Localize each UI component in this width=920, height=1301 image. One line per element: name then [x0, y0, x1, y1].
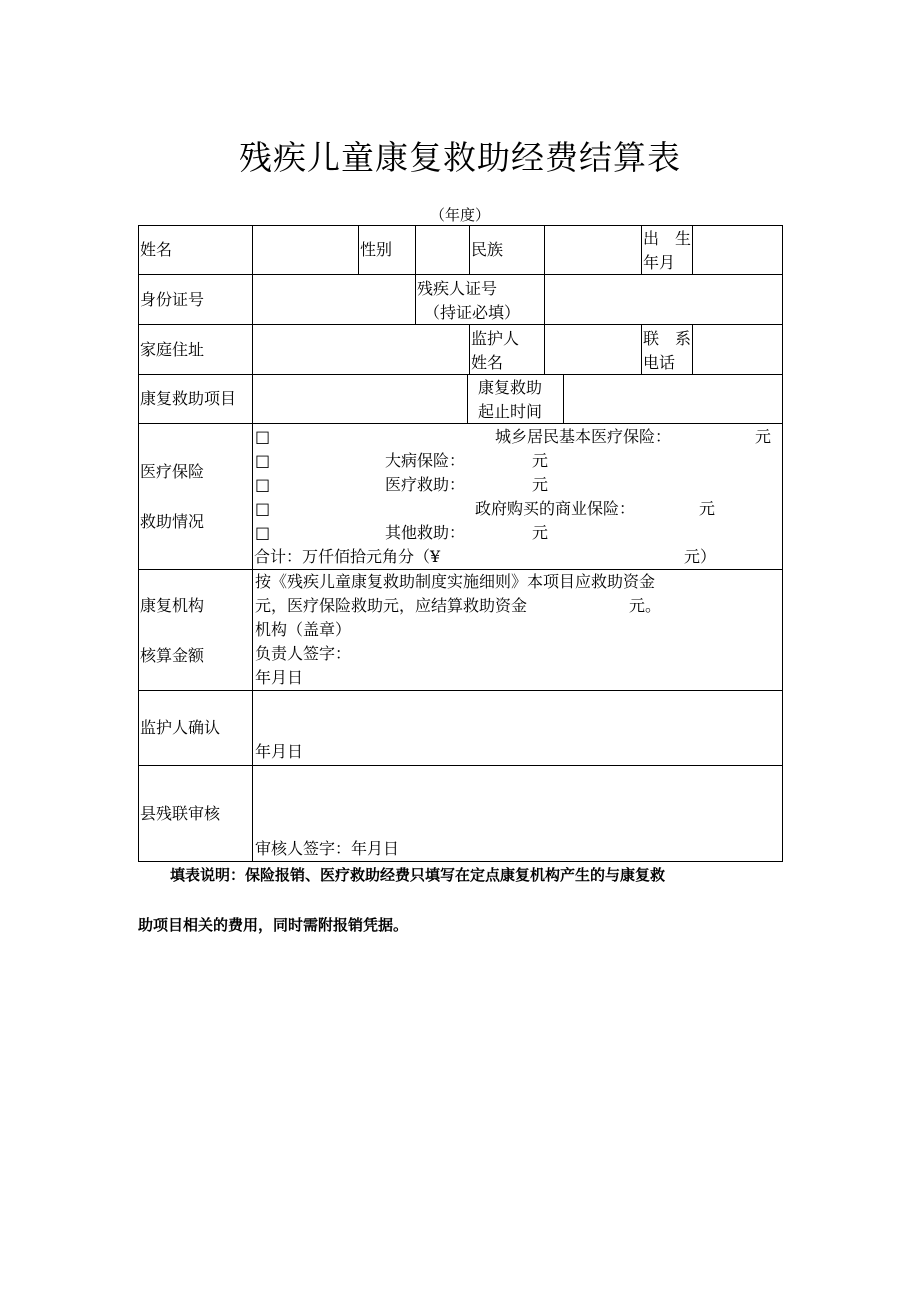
- other-aid-unit: 元: [532, 523, 549, 542]
- basic-insurance-label: 城乡居民基本医疗保险：: [495, 427, 672, 446]
- county-review-label-cell: [138, 765, 253, 862]
- institution-line-2a: 元，医疗保险救助元，应结算救助资金: [255, 596, 528, 615]
- medical-aid-unit: 元: [532, 475, 549, 494]
- guardian-confirm-label-cell: [138, 690, 253, 766]
- commercial-insurance-label: 政府购买的商业保险：: [475, 499, 636, 518]
- major-illness-unit: 元: [532, 451, 549, 470]
- birth-label-line1: 出 生: [643, 229, 692, 248]
- period-field[interactable]: [563, 374, 783, 424]
- period-label-line1: 康复救助: [478, 378, 543, 397]
- guardian-name-field[interactable]: [544, 324, 642, 375]
- checkbox-major[interactable]: □: [255, 451, 271, 470]
- ethnicity-label-cell: [469, 225, 545, 275]
- guardian-name-label-line1: 监护人: [471, 329, 520, 348]
- total-prefix: 合计：万仟佰拾元角分（¥: [254, 547, 441, 566]
- form-note-line2: 助项目相关的费用，同时需附报销凭据。: [138, 916, 409, 934]
- project-label-cell: [138, 374, 253, 424]
- major-illness-label: 大病保险：: [385, 451, 466, 470]
- project-field[interactable]: [252, 374, 468, 424]
- insurance-label-line2: 救助情况: [140, 512, 205, 531]
- phone-label-cell: [641, 324, 693, 375]
- name-field[interactable]: [252, 225, 359, 275]
- institution-line-1: 按《残疾儿童康复救助制度实施细则》本项目应救助资金: [255, 572, 656, 591]
- institution-signature: 负责人签字：: [255, 644, 352, 663]
- institution-seal: 机构（盖章）: [255, 620, 352, 639]
- guardian-name-label-line2: 姓名: [471, 353, 504, 372]
- institution-label-cell: [138, 569, 253, 691]
- birth-label-line2: 年月: [643, 253, 676, 272]
- address-label-cell: [138, 324, 253, 375]
- phone-field[interactable]: [692, 324, 783, 375]
- address-label: 家庭住址: [140, 340, 205, 359]
- institution-label-line2: 核算金额: [140, 646, 205, 665]
- disability-cert-label-line2: （持证必填）: [424, 303, 521, 322]
- ethnicity-label: 民族: [471, 240, 504, 259]
- disability-cert-label-line1: 残疾人证号: [417, 279, 498, 298]
- period-label-cell: [467, 374, 564, 424]
- guardian-confirm-field[interactable]: [252, 690, 783, 766]
- name-label: 姓名: [140, 240, 173, 259]
- id-label: 身份证号: [140, 290, 205, 309]
- guardian-name-label-cell: [469, 324, 545, 375]
- project-label: 康复救助项目: [140, 389, 237, 408]
- total-suffix: 元）: [684, 547, 717, 566]
- phone-label-line2: 电话: [643, 353, 676, 372]
- county-review-label: 县残联审核: [140, 804, 221, 823]
- commercial-insurance-unit: 元: [699, 499, 716, 518]
- county-review-field[interactable]: [252, 765, 783, 862]
- county-review-signature: 审核人签字：年月日: [255, 839, 400, 858]
- checkbox-other[interactable]: □: [255, 523, 271, 542]
- institution-label-line1: 康复机构: [140, 596, 205, 615]
- checkbox-aid[interactable]: □: [255, 475, 271, 494]
- page-title: 残疾儿童康复救助经费结算表: [239, 138, 681, 177]
- settlement-form: [138, 225, 783, 862]
- year-label: （年度）: [429, 206, 490, 224]
- insurance-label-line1: 医疗保险: [140, 462, 205, 481]
- gender-label: 性别: [360, 240, 393, 259]
- period-label-line2: 起止时间: [478, 402, 543, 421]
- birth-label-cell: [641, 225, 693, 275]
- guardian-confirm-label: 监护人确认: [140, 718, 221, 737]
- medical-aid-label: 医疗救助：: [385, 475, 466, 494]
- phone-label-line1: 联 系: [643, 329, 692, 348]
- gender-label-cell: [358, 225, 416, 275]
- checkbox-basic[interactable]: □: [255, 427, 271, 446]
- disability-cert-label-cell: [415, 274, 545, 325]
- id-field[interactable]: [252, 274, 416, 325]
- disability-cert-field[interactable]: [544, 274, 783, 325]
- form-note-line1: 填表说明：保险报销、医疗救助经费只填写在定点康复机构产生的与康复救: [170, 866, 666, 884]
- ethnicity-field[interactable]: [544, 225, 642, 275]
- name-label-cell: [138, 225, 253, 275]
- insurance-content-cell: [252, 423, 783, 570]
- insurance-label-cell: [138, 423, 253, 570]
- address-field[interactable]: [252, 324, 470, 375]
- institution-line-2b: 元。: [629, 596, 662, 615]
- gender-field[interactable]: [415, 225, 470, 275]
- basic-insurance-unit: 元: [755, 427, 772, 446]
- checkbox-commercial[interactable]: □: [255, 499, 271, 518]
- guardian-confirm-date: 年月日: [255, 742, 304, 761]
- birth-field[interactable]: [692, 225, 783, 275]
- id-label-cell: [138, 274, 253, 325]
- institution-content-cell: [252, 569, 783, 691]
- other-aid-label: 其他救助：: [385, 523, 466, 542]
- institution-date: 年月日: [255, 668, 304, 687]
